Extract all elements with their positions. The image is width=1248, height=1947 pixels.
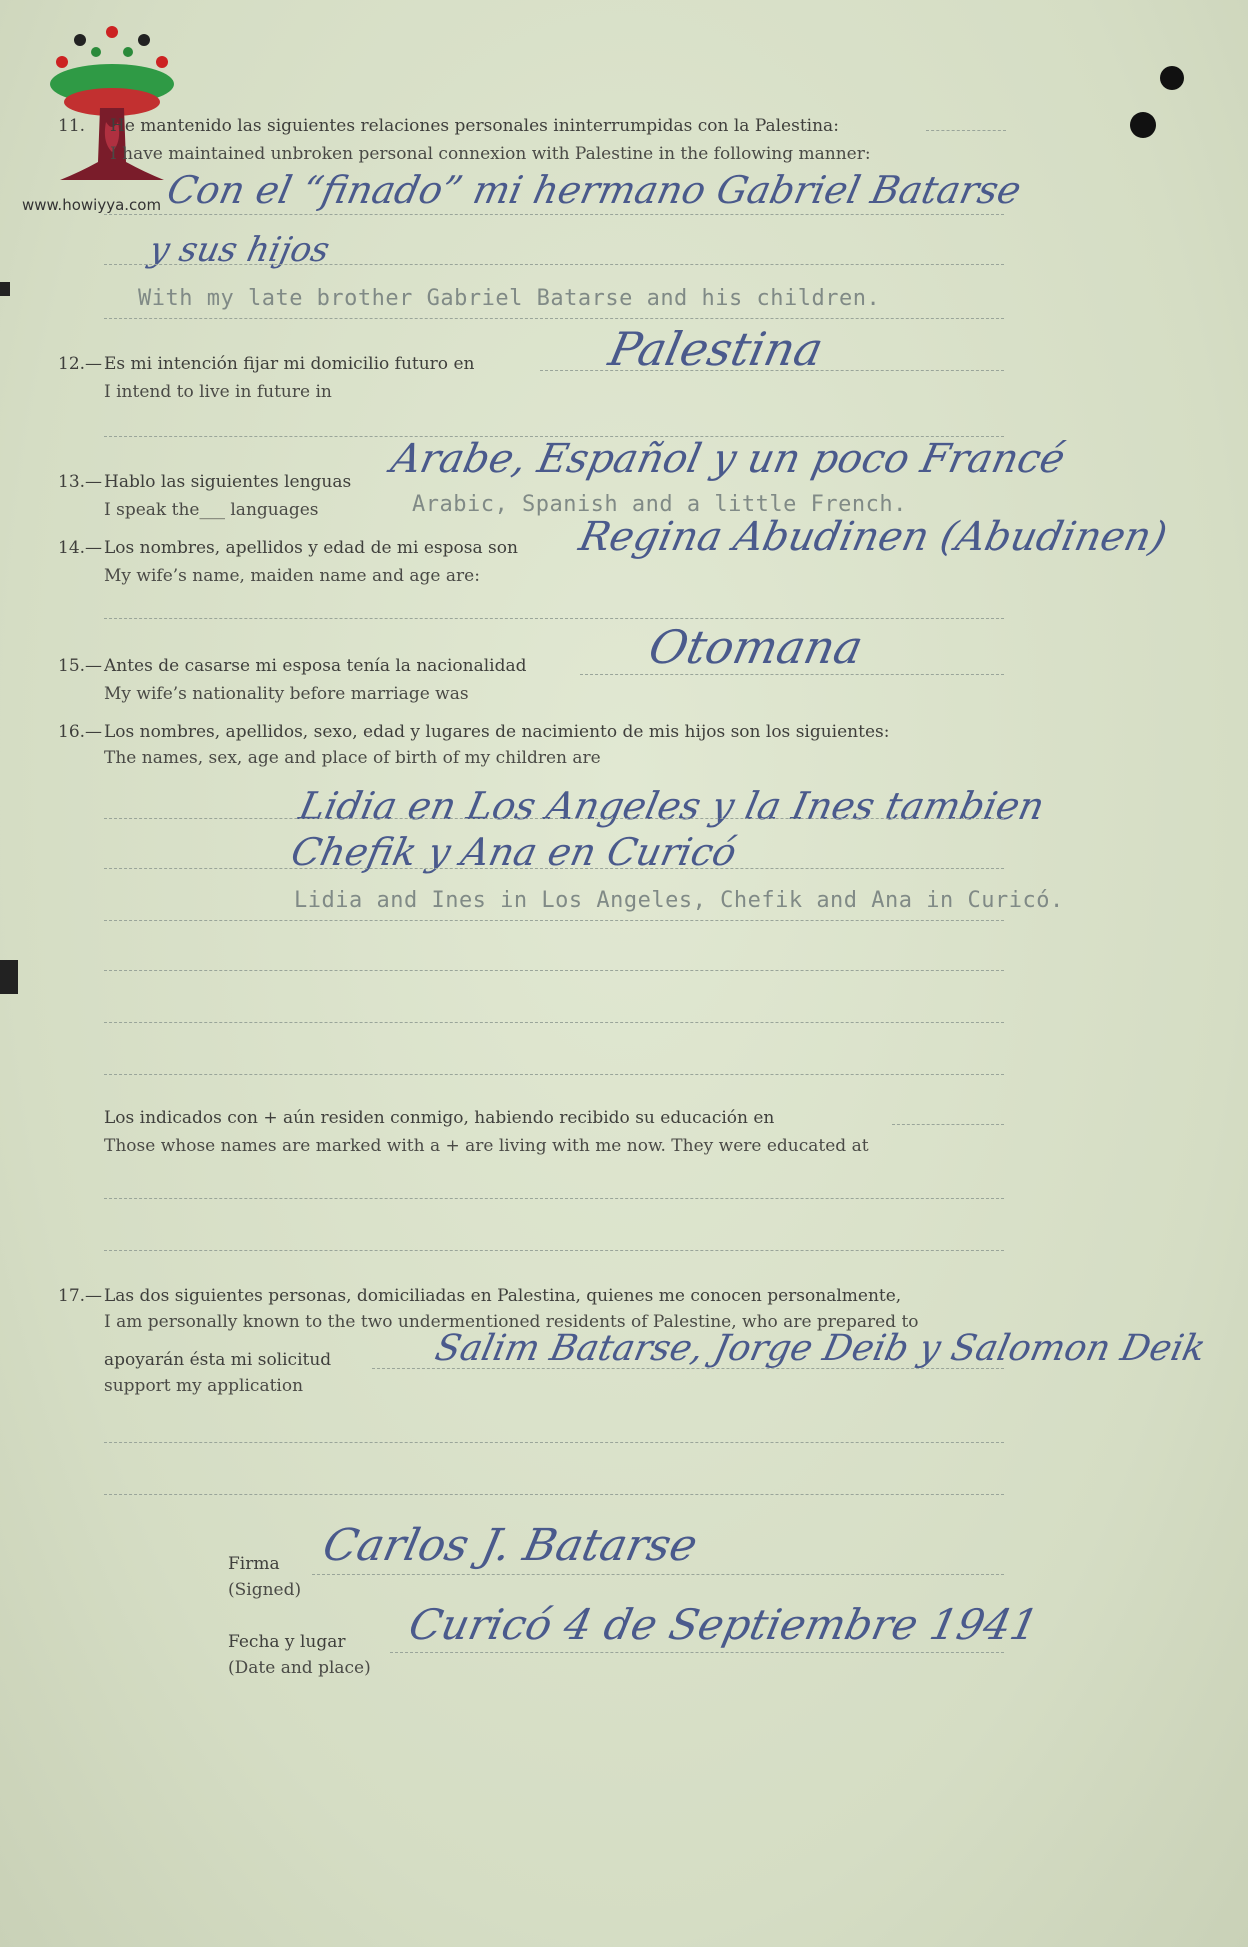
answer-line [104,214,1004,215]
answer-line [104,1022,1004,1023]
section17-english-2: support my application [104,1376,304,1396]
watermark-url: www.howiyya.com [22,196,162,214]
section13-typed-answer: Arabic, Spanish and a little French. [412,492,907,517]
section13-number: 13.— [58,472,103,492]
signature-line [312,1574,1004,1575]
signed-label: (Signed) [228,1580,302,1600]
answer-line [104,1494,1004,1495]
section16-handwriting-line2: Chefik y Ana en Curicó [287,830,741,874]
section13-english: I speak the___ languages [104,500,319,520]
section17-spanish: Las dos siguientes personas, domiciliadas en Palestina, quienes me conocen personalmente, [104,1286,902,1306]
answer-line [104,1198,1004,1199]
answer-line [892,1124,1004,1125]
section11-handwriting-line1: Con el “finado” mi hermano Gabriel Batarse [163,168,1026,212]
answer-line [372,1368,1004,1369]
section15-english: My wife’s nationality before marriage was [104,684,469,704]
section12-english: I intend to live in future in [104,382,332,402]
section14-number: 14.— [58,538,103,558]
answer-line [104,1074,1004,1075]
binding-tab-top [0,282,10,296]
section12-number: 12.— [58,354,103,374]
answer-line [104,618,1004,619]
section14-english: My wife’s name, maiden name and age are: [104,566,480,586]
section12-spanish: Es mi intención fijar mi domicilio futuro en [104,354,475,374]
section11-handwriting-line2: y sus hijos [145,230,334,270]
section16-number: 16.— [58,722,103,742]
answer-line [104,970,1004,971]
answer-line [580,674,1004,675]
date-line [390,1652,1004,1653]
binding-tab-bottom [0,960,18,994]
section17-number: 17.— [58,1286,103,1306]
section17-english: I am personally known to the two undermentioned residents of Palestine, who are prepared to [104,1312,919,1332]
answer-line [104,318,1004,319]
section14-spanish: Los nombres, apellidos y edad de mi esposa son [104,538,518,558]
section13-handwriting: Arabe, Español y un poco Francé [387,436,1069,482]
answer-line [104,1250,1004,1251]
punch-hole-top [1160,66,1184,90]
section12-handwriting: Palestina [604,322,828,376]
section16-note-english: Those whose names are marked with a + are living with me now. They were educated at [104,1136,869,1156]
firma-label: Firma [228,1554,280,1574]
date-place-handwriting: Curicó 4 de Septiembre 1941 [404,1600,1043,1649]
section16-english: The names, sex, age and place of birth of my children are [104,748,601,768]
section16-note-spanish: Los indicados con + aún residen conmigo, habiendo recibido su educación en [104,1108,775,1128]
section14-handwriting: Regina Abudinen (Abudinen) [575,514,1172,560]
section11-typed-answer: With my late brother Gabriel Batarse and his children. [138,286,881,311]
section15-number: 15.— [58,656,103,676]
answer-line [104,920,1004,921]
section15-spanish: Antes de casarse mi esposa tenía la nacionalidad [104,656,527,676]
section11-spanish: He mantenido las siguientes relaciones personales ininterrumpidas con la Palestina: [110,116,839,136]
section15-handwriting: Otomana [644,620,868,674]
fecha-label: Fecha y lugar [228,1632,346,1652]
answer-line [104,868,1004,869]
section16-handwriting-line1: Lidia en Los Angeles y la Ines tambien [295,784,1049,828]
answer-line [104,818,1004,819]
section13-spanish: Hablo las siguientes lenguas [104,472,352,492]
punch-hole-second [1130,112,1156,138]
section17-handwriting: Salim Batarse, Jorge Deib y Salomon Deik [431,1328,1210,1369]
section16-typed-answer: Lidia and Ines in Los Angeles, Chefik and Ana in Curicó. [294,888,1064,913]
section11-number: 11. [58,116,86,136]
section11-blank [926,130,1006,131]
answer-line [104,264,1004,265]
section16-spanish: Los nombres, apellidos, sexo, edad y lugares de nacimiento de mis hijos son los siguientes: [104,722,890,742]
section17-spanish-2: apoyarán ésta mi solicitud [104,1350,332,1370]
signature-handwriting: Carlos J. Batarse [318,1520,702,1571]
answer-line [104,1442,1004,1443]
section11-english: I have maintained unbroken personal connexion with Palestine in the following manner: [110,144,871,164]
date-place-label: (Date and place) [228,1658,371,1678]
howiyya-logo-icon [40,22,185,202]
